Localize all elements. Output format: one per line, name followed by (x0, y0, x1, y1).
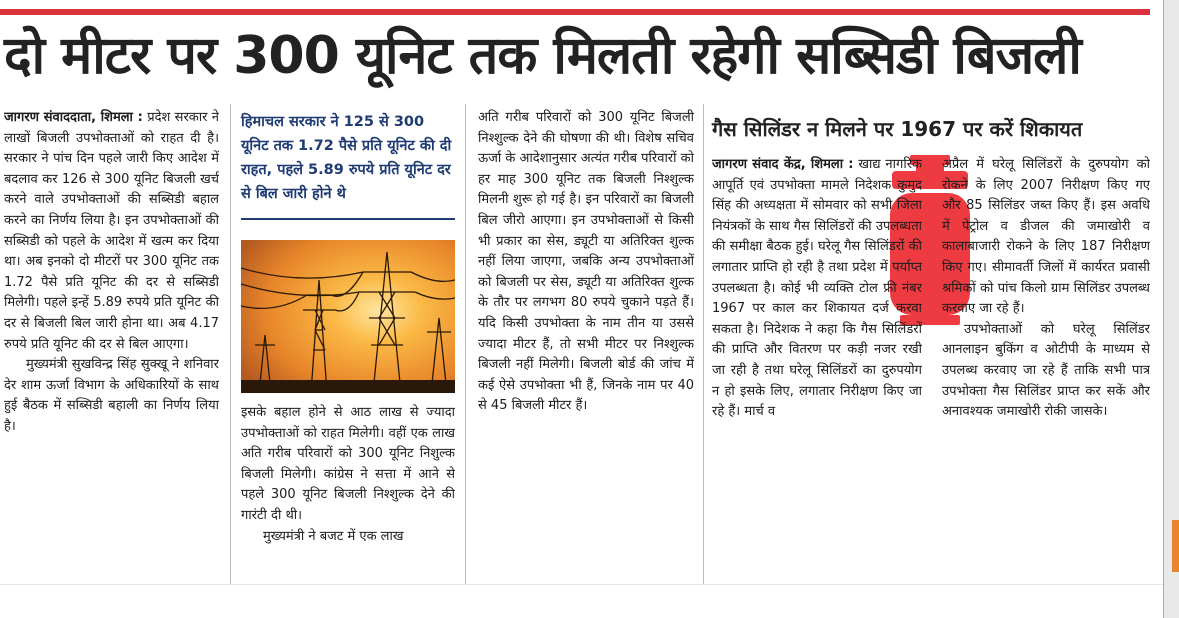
dateline-shimla-2: जागरण संवाद केंद्र, शिमला : (712, 157, 854, 172)
col1-paragraph-1 (4, 108, 219, 355)
main-headline: दो मीटर पर 300 यूनिट तक मिलती रहेगी सब्सिडी बिजली (4, 26, 1081, 86)
col4-paragraph-1 (712, 155, 922, 423)
column-divider-1 (230, 104, 231, 584)
bottom-margin-line (0, 584, 1164, 585)
column-2 (241, 403, 455, 584)
col2-paragraph-1: इसके बहाल होने से आठ लाख से ज्यादा उपभोक्ताओं को राहत मिलेगी। वहीं एक लाख अति गरीब परिवारों को 300 यूनिट निशुल्क बिजली मिलेगी। कांग्रेस ने सत्ता में आने से पहले 300 यूनिट बिजली निश्शुल्क देने की गारंटी दी थी। (241, 405, 455, 523)
col5-paragraph-2: उपभोक्ताओं को घरेलू सिलिंडर आनलाइन बुकिंग व ओटीपी के माध्यम से उपलब्ध करवाए जा रहे हैं ताकि सभी पात्र उपभोक्ता गैस सिलिंडर प्राप्त कर सकें और अनावश्यक जमाखोरी रोकी जासके। (942, 321, 1150, 420)
col4-text-1: खाद्य नागरिक आपूर्ति एवं उपभोक्ता मामले निदेशक कुमुद सिंह की अध्यक्षता में सोमवार को सभी जिला नियंत्रकों के साथ गैस सिलिंडरों की उपलब्धता की समीक्षा बैठक हुई। घरेलू गैस सिलिंडरों की लगातार प्राप्ति हो रही है तथा प्रदेश में पर्याप्त उपलब्धता है। कोई भी व्यक्ति टोल फ्री नंबर 1967 पर काल कर शिकायत दर्ज करवा सकता है। निदेशक ने कहा कि गैस सिलिंडरों की प्राप्ति और वितरण पर कड़ी नजर रखी जा रही है तथा घरेलू सिलिंडरों का दुरुपयोग न हो इसके लिए, लगातार निरीक्षण किए जा रहे हैं। मार्च व (712, 157, 922, 420)
edge-orange-chip (1172, 520, 1179, 572)
sub-headline-underline (241, 218, 455, 220)
col1-text-1: प्रदेश सरकार ने लाखों बिजली उपभोक्ताओं को राहत दी है। सरकार ने पांच दिन पहले जारी किए आदेश में बदलाव कर 126 से 300 यूनिट बिजली खर्च करने वाले उपभोक्ताओं की सब्सिडी बहाल करने का निर्णय लिया है। इन उपभोक्ताओं की सब्सिडी को पहले के आदेश में खत्म कर दिया था। अब इनको दो मीटरों पर 300 यूनिट तक 1.72 पैसे प्रति यूनिट की दर से सब्सिडी मिलेगी। पहले इन्हें 5.89 रुपये प्रति यूनिट की दर से बिजली बिल जारी होना था। अब 4.17 रुपये प्रति यूनिट की दर से बिल आएगा। (4, 110, 219, 352)
page-edge-line (1163, 0, 1164, 618)
dateline-shimla: जागरण संवाददाता, शिमला : (4, 110, 143, 125)
col5-paragraph-1: अप्रैल में घरेलू सिलिंडरों के दुरुपयोग को रोकने के लिए 2007 निरीक्षण किए गए और 85 सिलिंडर जब्त किए हैं। इस अवधि में पेट्रोल व डीजल की जमाखोरी व कालाबाजारी रोकने के लिए 187 निरीक्षण किए गए। सीमावर्ती जिलों में कार्यरत प्रवासी श्रमिकों को पांच किलो ग्राम सिलिंडर उपलब्ध करवाए जा रहे हैं। (942, 157, 1150, 317)
col3-paragraph-1: अति गरीब परिवारों को 300 यूनिट बिजली निश्शुल्क देने की घोषणा की थी। विशेष सचिव ऊर्जा के आदेशानुसार अत्यंत गरीब परिवारों को हर माह 300 यूनिट तक बिजली निश्शुल्क मिलनी शुरू हो गई है। इन परिवारों का बिजली बिल जीरो आएगा। इन उपभोक्ताओं से किसी भी प्रकार का सेस, ड्यूटी या अतिरिक्त शुल्क नहीं लिया जाएगा, जबकि अन्य उपभोक्ताओं को बिजली पर सेस, ड्यूटी या अतिरिक्त शुल्क के तौर पर लगभग 80 रुपये चुकाने पड़ते हैं। यदि किसी उपभोक्ता के नाम तीन या उससे ज्यादा मीटर हैं, तो सभी मीटर पर निश्शुल्क बिजली नहीं मिलेगी। बिजली बोर्ड की जांच में कई ऐसे उपभोक्ता भी हैं, जिनके नाम पर 40 से 45 बिजली मीटर हैं। (478, 110, 694, 414)
column-3 (478, 108, 694, 584)
column-divider-3 (703, 104, 704, 584)
top-red-rule (0, 9, 1150, 15)
column-4 (712, 155, 922, 584)
col1-paragraph-2: मुख्यमंत्री सुखविन्द्र सिंह सुक्खू ने शनिवार देर शाम ऊर्जा विभाग के अधिकारियों के साथ हुई बैठक में सब्सिडी बहाली का निर्णय लिया है। (4, 357, 219, 434)
column-1 (4, 108, 219, 584)
power-pylons-photo (241, 240, 455, 393)
gas-cylinder-headline: गैस सिलिंडर न मिलने पर 1967 पर करें शिकायत (712, 117, 1083, 141)
column-5 (942, 155, 1150, 584)
sub-headline: हिमाचल सरकार ने 125 से 300 यूनिट तक 1.72 पैसे प्रति यूनिट की दी राहत, पहले 5.89 रुपये प्रति यूनिट दर से बिल जारी होने थे (241, 114, 452, 202)
column-divider-2 (465, 104, 466, 584)
col2-paragraph-2: मुख्यमंत्री ने बजट में एक लाख (263, 528, 404, 544)
